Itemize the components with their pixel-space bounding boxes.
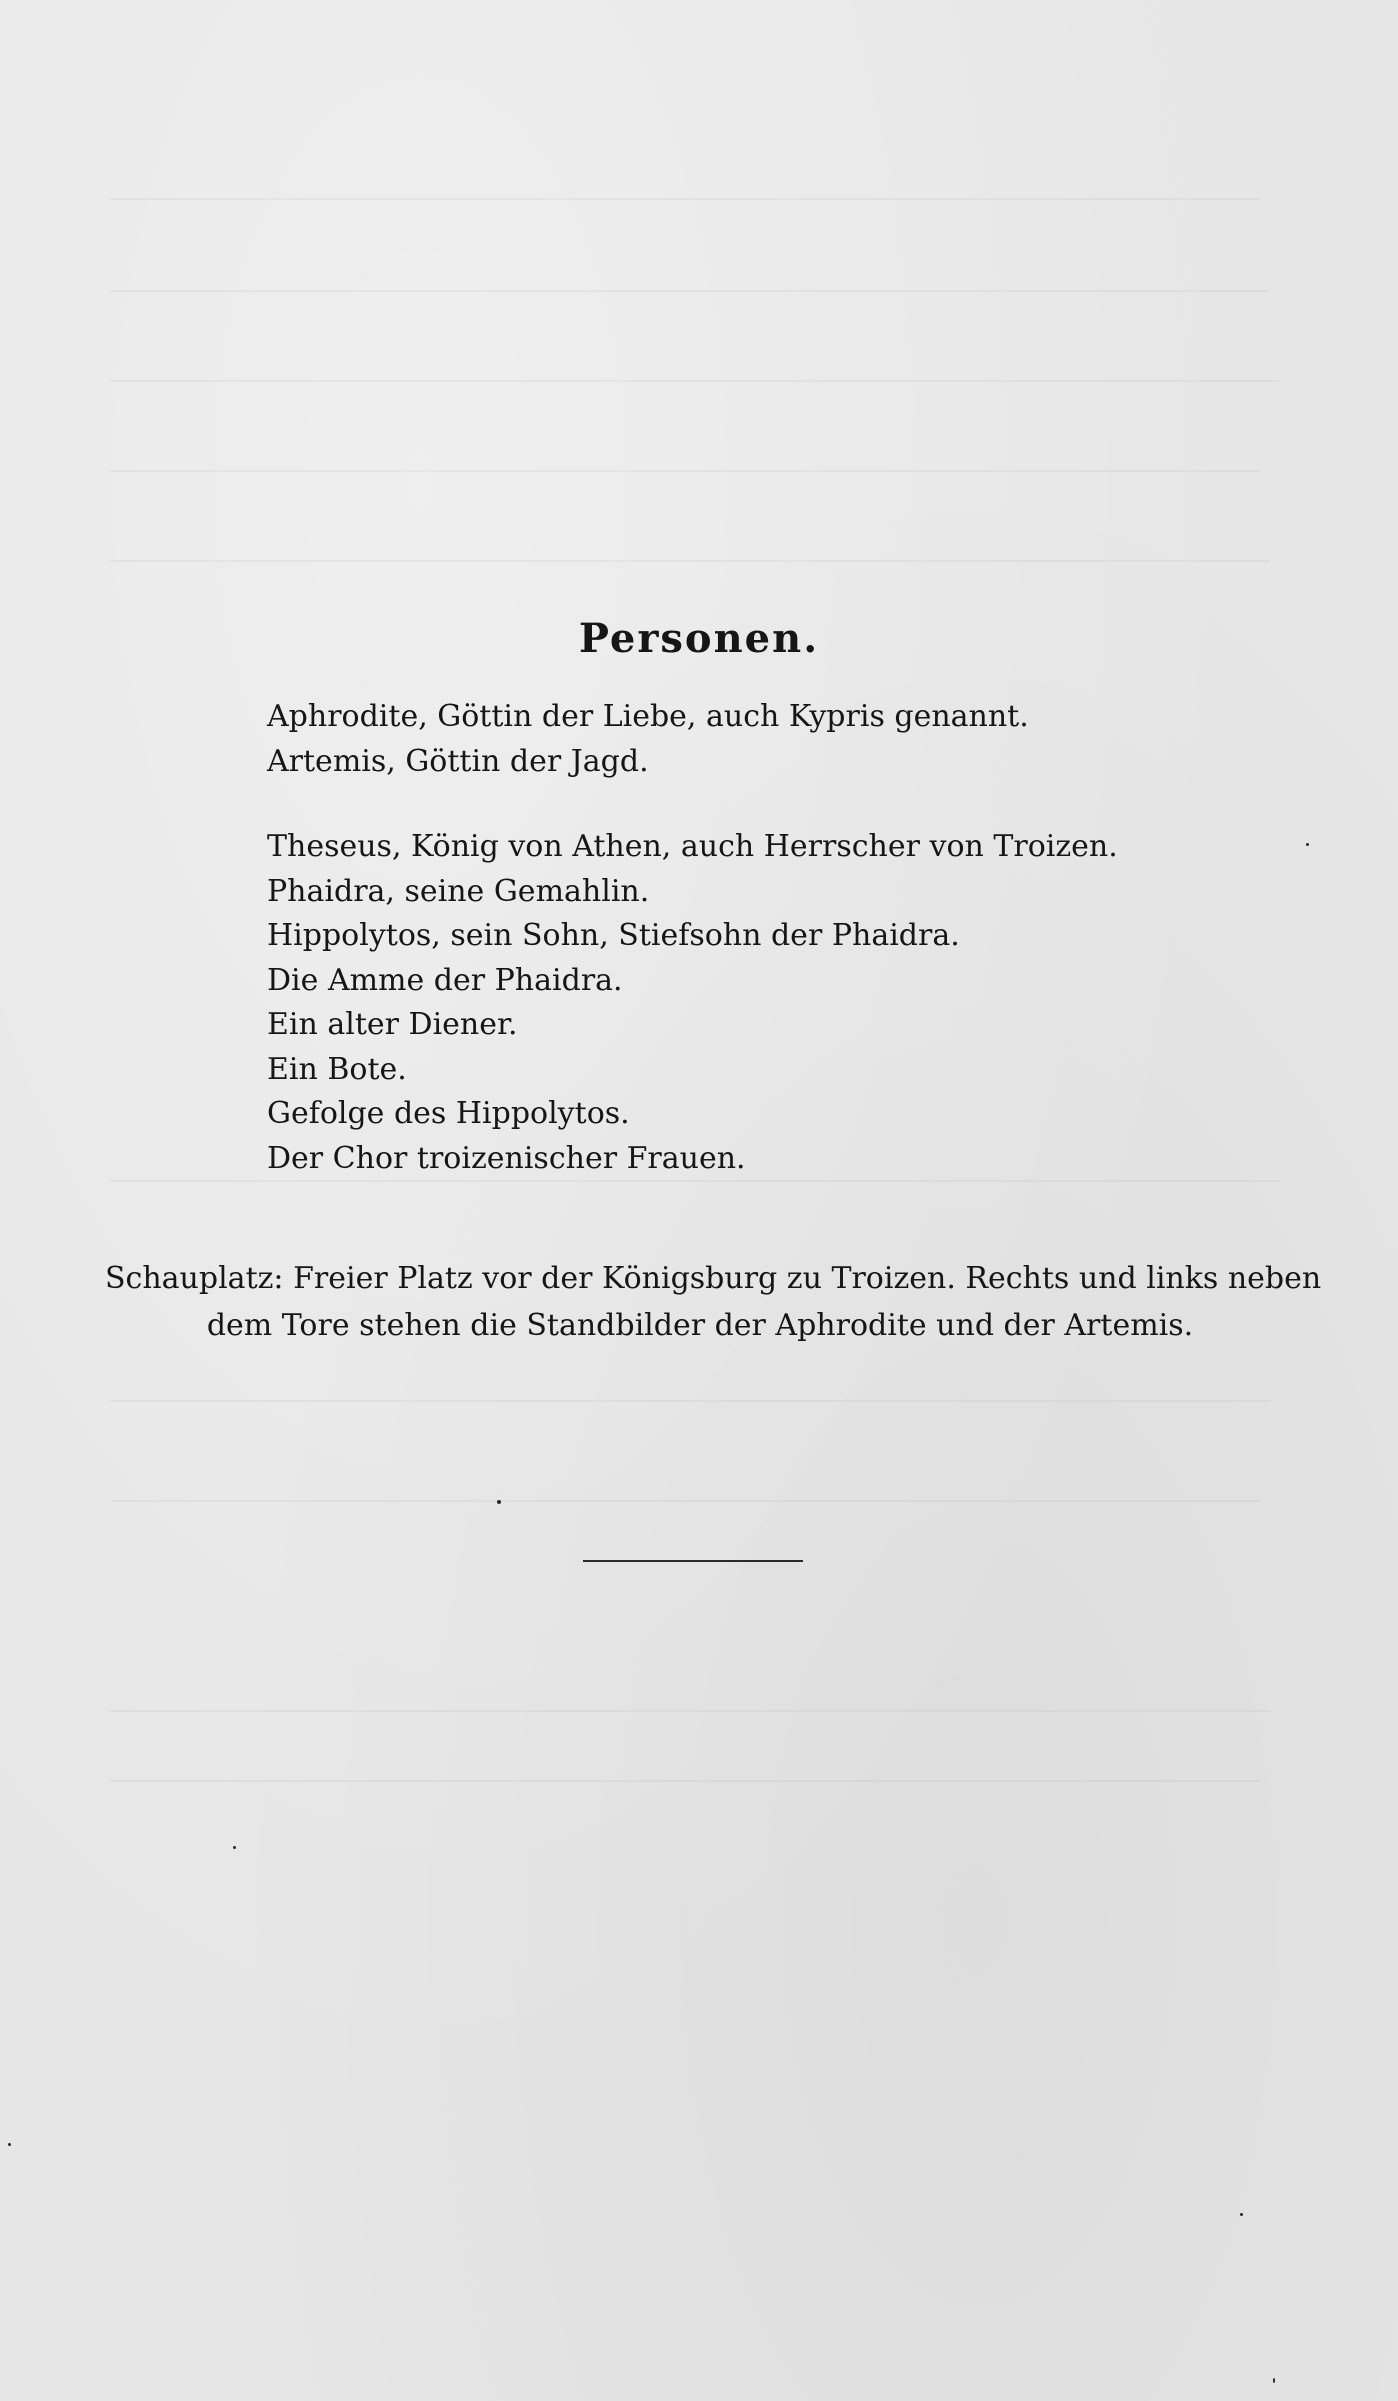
dust-speck: [1273, 2378, 1275, 2383]
scene-line: dem Tore stehen die Standbilder der Aphrodite und der Artemis.: [206, 1308, 1194, 1343]
horizontal-rule: [583, 1560, 803, 1562]
mortals-list: [267, 825, 1118, 1181]
list-item: Gefolge des Hippolytos.: [267, 1096, 630, 1131]
scene-description: [105, 1255, 1322, 1349]
bleed-through-line: [110, 470, 1260, 472]
dust-speck: [1306, 843, 1309, 846]
list-item: Phaidra, seine Gemahlin.: [267, 873, 650, 909]
page-title: Personen.: [578, 615, 820, 662]
bleed-through-line: [110, 1400, 1270, 1402]
dust-speck: [233, 1846, 236, 1849]
list-item: Die Amme der Phaidra.: [267, 962, 623, 998]
dot-mark: [497, 1500, 501, 1504]
dust-speck: [1240, 2213, 1243, 2216]
gods-list: [267, 695, 1029, 784]
bleed-through-line: [110, 290, 1270, 292]
bleed-through-line: [110, 380, 1280, 382]
scene-line: Schauplatz: Freier Platz vor der Königsburg zu Troizen. Rechts und links neben: [105, 1261, 1322, 1296]
list-item: Hippolytos, sein Sohn, Stiefsohn der Phaidra.: [267, 918, 960, 953]
list-item: Ein alter Diener.: [267, 1007, 518, 1042]
dust-speck: [8, 2143, 11, 2146]
bleed-through-line: [110, 1500, 1260, 1502]
list-item: Artemis, Göttin der Jagd.: [267, 743, 649, 779]
list-item: Der Chor troizenischer Frauen.: [267, 1140, 746, 1176]
list-item: Theseus, König von Athen, auch Herrscher von Troizen.: [267, 829, 1118, 864]
bleed-through-line: [110, 560, 1270, 562]
list-item: Ein Bote.: [267, 1051, 407, 1087]
bleed-through-line: [110, 198, 1260, 200]
bleed-through-line: [110, 1710, 1270, 1712]
list-item: Aphrodite, Göttin der Liebe, auch Kypris genannt.: [267, 699, 1029, 734]
bleed-through-line: [110, 1780, 1260, 1782]
